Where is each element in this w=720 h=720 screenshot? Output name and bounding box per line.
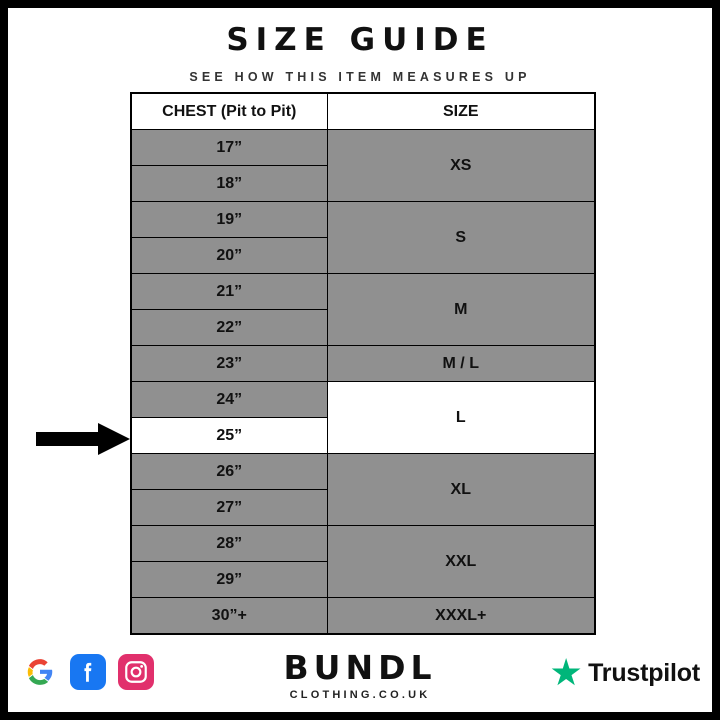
size-cell: XXXL+ xyxy=(327,598,595,635)
size-table xyxy=(130,92,596,635)
social-links xyxy=(22,654,154,690)
brand-domain: CLOTHING.CO.UK xyxy=(289,689,431,701)
arrow-head xyxy=(98,423,130,455)
chest-cell: 21” xyxy=(131,274,327,310)
chest-cell: 18” xyxy=(131,166,327,202)
size-cell: M / L xyxy=(327,346,595,382)
chest-cell: 17” xyxy=(131,130,327,166)
brand-logo xyxy=(284,648,437,701)
table-row xyxy=(131,526,595,562)
chest-cell: 27” xyxy=(131,490,327,526)
table-row xyxy=(131,382,595,418)
chest-cell: 30”+ xyxy=(131,598,327,635)
chest-cell: 28” xyxy=(131,526,327,562)
chest-cell: 29” xyxy=(131,562,327,598)
brand-name: BUNDL xyxy=(283,648,437,687)
highlight-arrow-icon xyxy=(36,423,136,453)
chest-cell: 20” xyxy=(131,238,327,274)
size-guide-card xyxy=(8,8,712,712)
size-table-wrapper xyxy=(130,92,594,635)
instagram-icon[interactable] xyxy=(118,654,154,690)
table-row xyxy=(131,598,595,635)
chest-cell: 23” xyxy=(131,346,327,382)
column-header-chest: CHEST (Pit to Pit) xyxy=(131,93,327,130)
trustpilot-label: Trustpilot xyxy=(588,658,700,687)
chest-cell: 24” xyxy=(131,382,327,418)
size-cell: XXL xyxy=(327,526,595,598)
size-cell: XL xyxy=(327,454,595,526)
table-row xyxy=(131,130,595,166)
chest-cell: 26” xyxy=(131,454,327,490)
trustpilot-star-icon xyxy=(551,658,581,688)
arrow-shaft xyxy=(36,432,102,446)
chest-cell-highlighted: 25” xyxy=(131,418,327,454)
trustpilot-badge[interactable] xyxy=(551,658,700,688)
table-row xyxy=(131,346,595,382)
table-row xyxy=(131,454,595,490)
facebook-icon[interactable] xyxy=(70,654,106,690)
size-cell: S xyxy=(327,202,595,274)
google-icon[interactable] xyxy=(22,654,58,690)
size-cell-highlighted: L xyxy=(327,382,595,454)
table-header-row xyxy=(131,93,595,130)
column-header-size: SIZE xyxy=(327,93,595,130)
page-subtitle: SEE HOW THIS ITEM MEASURES UP xyxy=(189,70,531,84)
chest-cell: 19” xyxy=(131,202,327,238)
size-cell: XS xyxy=(327,130,595,202)
table-row xyxy=(131,274,595,310)
footer xyxy=(8,644,712,712)
table-row xyxy=(131,202,595,238)
page-title: SIZE GUIDE xyxy=(226,22,494,58)
chest-cell: 22” xyxy=(131,310,327,346)
size-cell: M xyxy=(327,274,595,346)
